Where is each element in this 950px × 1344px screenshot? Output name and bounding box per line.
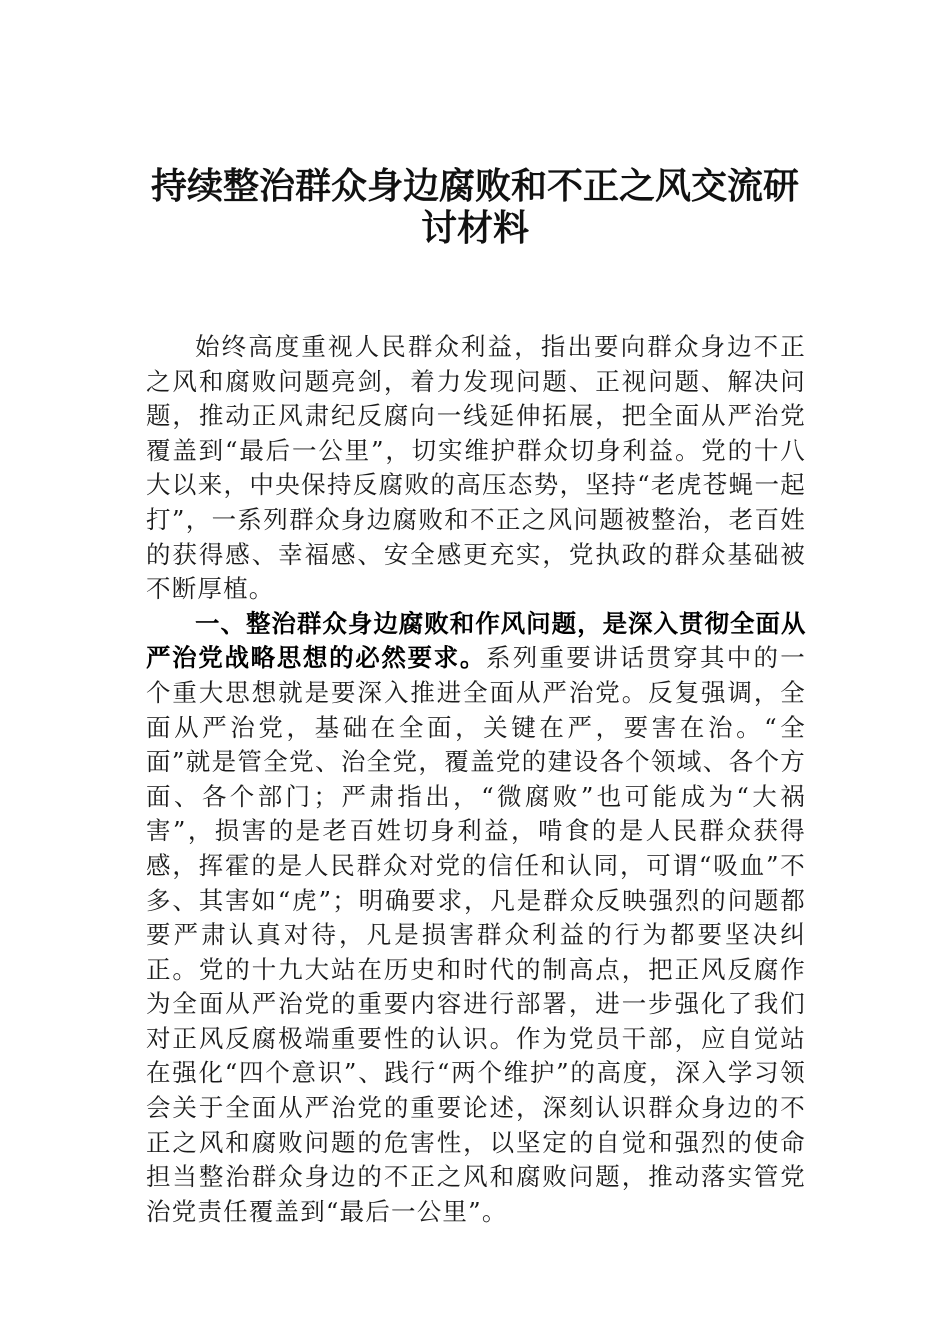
intro-paragraph [146,330,806,607]
intro-paragraph-text: 始终高度重视人民群众利益，指出要向群众身边不正之风和腐败问题亮剑，着力发现问题、正视问题、解决问题，推动正风肃纪反腐向一线延伸拓展，把全面从严治党覆盖到“最后一公里”，切实维护群众切身利益。党的十八大以来，中央保持反腐败的高压态势，坚持“老虎苍蝇一起打”，一系列群众身边腐败和不正之风问题被整治，老百姓的获得感、幸福感、安全感更充实，党执政的群众基础被不断厚植。 [146,332,806,604]
document-title-line-2: 讨材料 [420,207,529,249]
document-body [146,330,806,1229]
document-title-line-1: 持续整治群众身边腐败和不正之风交流研 [150,165,799,207]
section-one-paragraph [146,607,806,1230]
section-one-heading: 一、整治群众身边腐败和作风问题，是深入贯彻全面从严治党战略思想的必然要求。 [146,608,806,673]
section-one-text: 系列重要讲话贯穿其中的一个重大思想就是要深入推进全面从严治党。反复强调，全面从严治党，基础在全面，关键在严，要害在治。“全面”就是管全党、治全党，覆盖党的建设各个领域、各个方面、各个部门；严肃指出，“微腐败”也可能成为“大祸害”，损害的是老百姓切身利益，啃食的是人民群众获得感，挥霍的是人民群众对党的信任和认同，可谓“吸血”不多、其害如“虎”；明确要求，凡是群众反映强烈的问题都要严肃认真对待，凡是损害群众利益的行为都要坚决纠正。党的十九大站在历史和时代的制高点，把正风反腐作为全面从严治党的重要内容进行部署，进一步强化了我们对正风反腐极端重要性的认识。作为党员干部，应自觉站在强化“四个意识”、践行“两个维护”的高度，深入学习领会关于全面从严治党的重要论述，深刻认识群众身边的不正之风和腐败问题的危害性，以坚定的自觉和强烈的使命担当整治群众身边的不正之风和腐败问题，推动落实管党治党责任覆盖到“最后一公里”。 [146,643,806,1226]
